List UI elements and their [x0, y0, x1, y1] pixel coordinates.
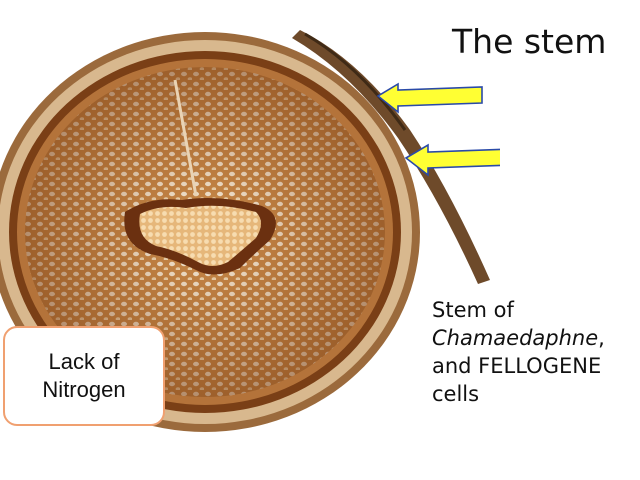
lack-of-nitrogen-badge [3, 326, 165, 426]
caption-species: Chamaedaphne [432, 326, 599, 350]
caption-suffix: , and FELLOGENE cells [432, 326, 605, 406]
upper-arrow-icon [378, 84, 482, 112]
slide-title: The stem [452, 22, 607, 61]
badge-line-1: Lack of [48, 349, 120, 374]
stem-caption [432, 296, 637, 408]
badge-line-2: Nitrogen [42, 377, 126, 402]
caption-prefix: Stem of [432, 298, 514, 322]
